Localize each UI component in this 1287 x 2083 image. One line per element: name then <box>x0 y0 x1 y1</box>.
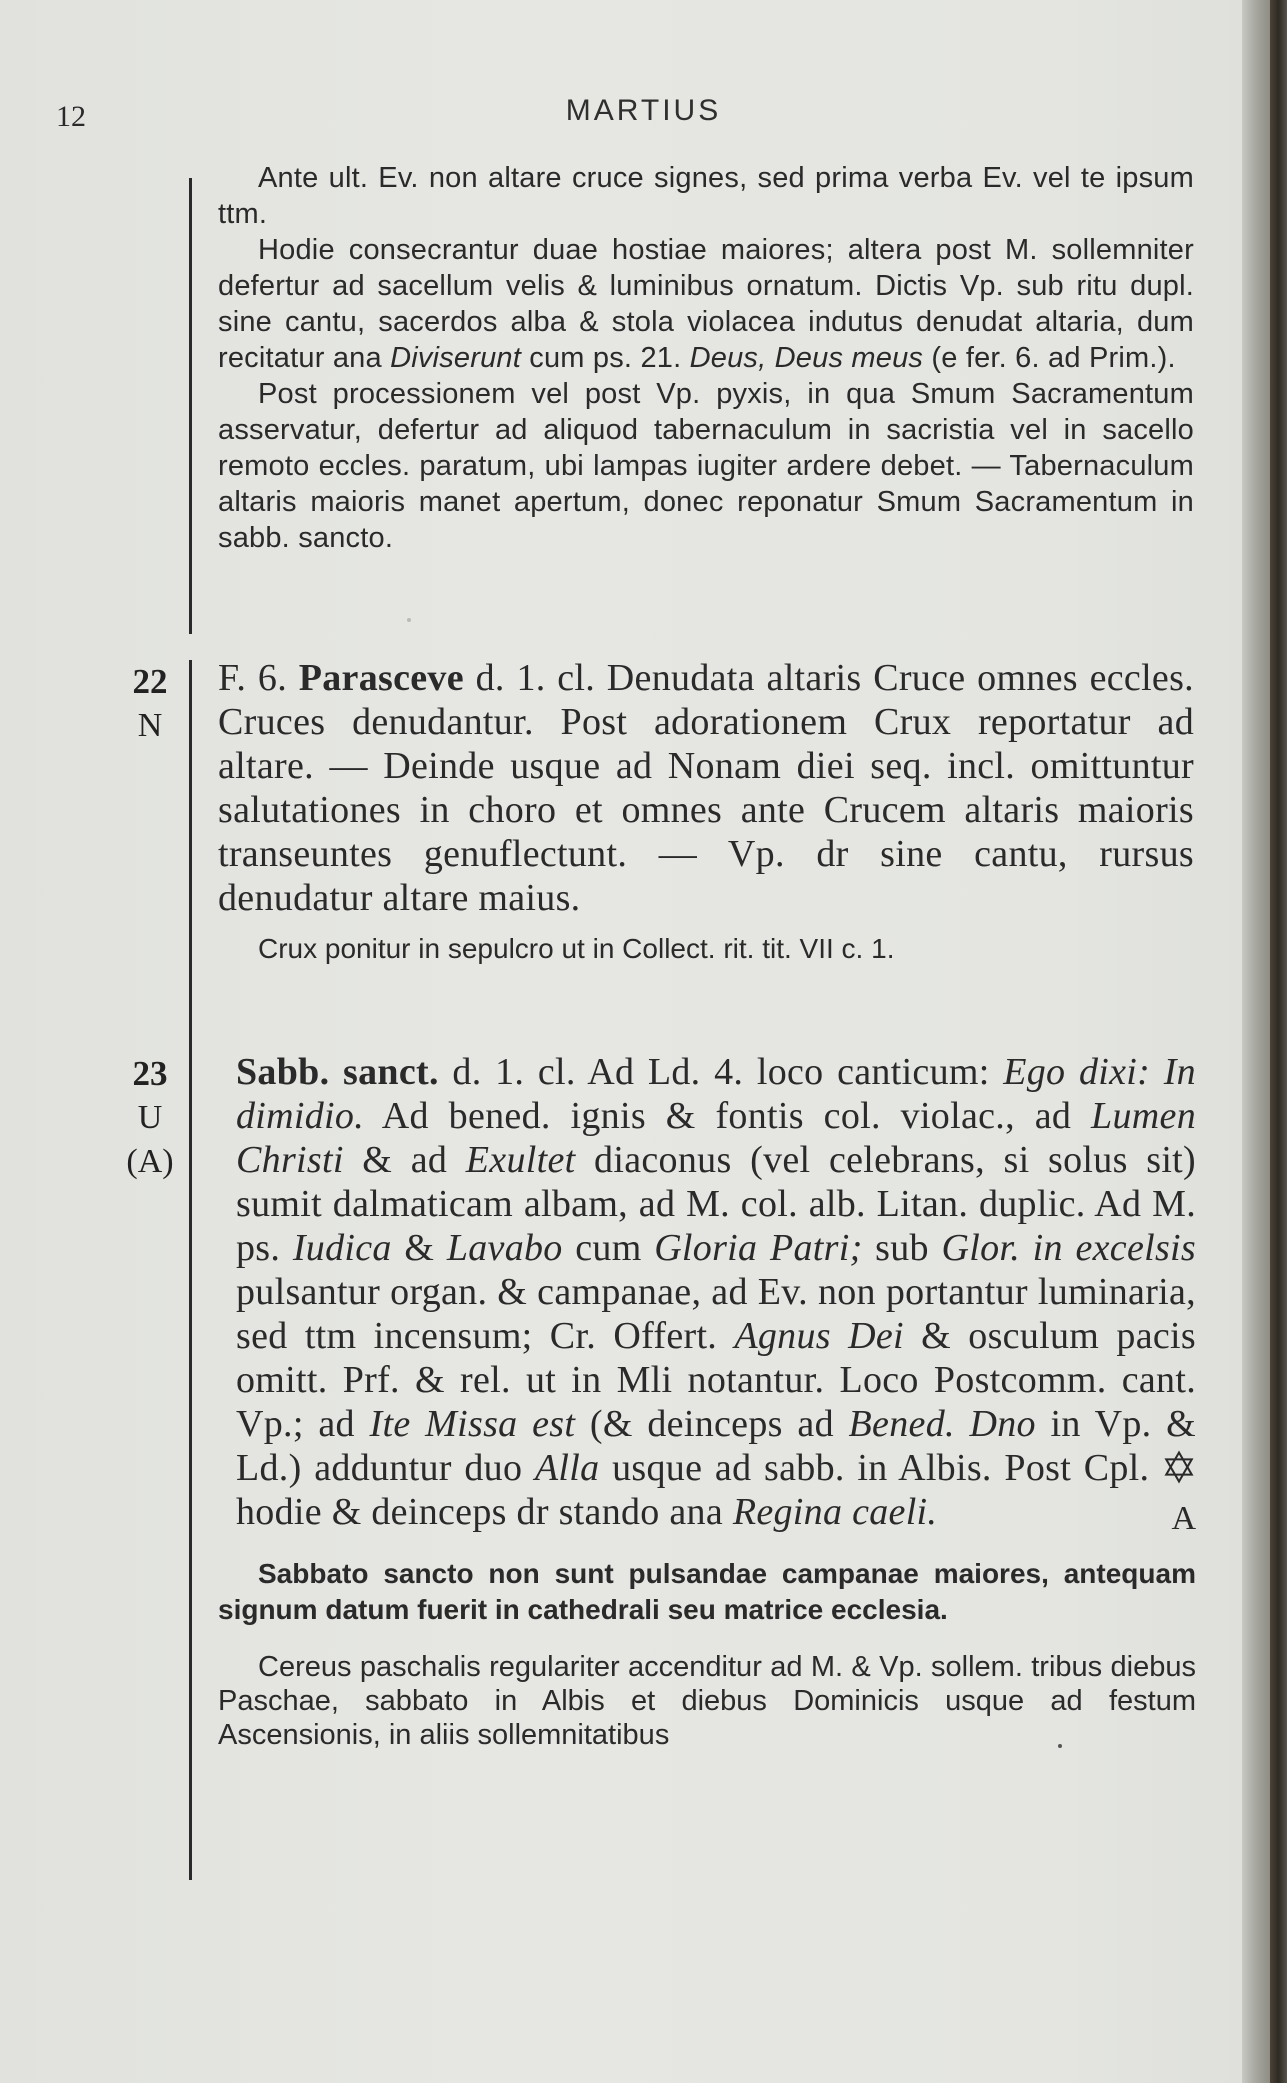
dominical-letter-extra: (A) <box>126 1143 174 1180</box>
italic-term: Alla <box>534 1447 600 1489</box>
preamble-block <box>218 160 1194 556</box>
italic-term: Ite Missa est <box>369 1403 576 1445</box>
bold-term: Sabb. sanct. <box>236 1051 439 1093</box>
text-run: diaconus (vel celebrans, si solus sit) sumit dalmaticam albam, ad M. col. alb. Litan. duplic. Ad M. ps. <box>236 1139 1196 1269</box>
dominical-letter: U <box>137 1099 163 1136</box>
day-number: 23 <box>132 1054 168 1093</box>
day-number: 22 <box>132 662 168 701</box>
italic-term: Gloria Patri; <box>654 1227 863 1269</box>
preamble-paragraph <box>218 376 1194 556</box>
preamble-paragraph <box>218 232 1194 376</box>
italic-term: Ego dixi: In dimidio. <box>236 1051 1196 1137</box>
text-run: Ante ult. Ev. non altare cruce signes, sed prima verba Ev. vel te ipsum ttm. <box>218 162 1194 230</box>
italic-term: Diviserunt <box>390 342 521 374</box>
margin-rule-top <box>189 178 192 634</box>
italic-term: Lumen Christi <box>236 1095 1196 1181</box>
entry-22 <box>218 656 1194 966</box>
entry-note: Cereus paschalis regulariter accenditur ad M. & Vp. sollem. tribus diebus Paschae, sabbato in Albis et diebus Dominicis usque ad festum Ascensionis, in aliis sollemnitatibus <box>218 1651 1196 1751</box>
entry-23 <box>218 1050 1196 1752</box>
margin-rule-main <box>189 660 192 1880</box>
text-run: & <box>391 1227 447 1269</box>
entry-text <box>218 656 1194 920</box>
text-run: (& deinceps ad <box>575 1403 849 1445</box>
text-run: in Vp. & Ld.) adduntur duo <box>236 1403 1196 1489</box>
italic-term: Lavabo <box>446 1227 563 1269</box>
text-run: & osculum pacis omitt. Prf. & rel. ut in Mli notantur. Loco Postcomm. cant. Vp.; ad <box>236 1315 1196 1445</box>
text-run: Ad bened. ignis & fontis col. violac., ad <box>364 1095 1092 1137</box>
italic-term: Regina caeli. <box>732 1491 938 1533</box>
text-run: Post processionem vel post Vp. pyxis, in qua Smum Sacramentum asservatur, defertur ad aliquod tabernaculum in sacristia vel in sacello remoto eccles. paratum, ubi lampas iugiter ardere debet. — Tabernaculum altaris maioris manet apertum, donec reponatur Smum Sacramentum in sabb. sancto. <box>218 378 1194 554</box>
italic-term: Iudica <box>292 1227 392 1269</box>
book-binding <box>1270 0 1287 2083</box>
text-run: sub <box>862 1227 942 1269</box>
text-run: & ad <box>343 1139 466 1181</box>
text-run: (e fer. 6. ad Prim.). <box>923 342 1176 374</box>
text-run: F. 6. <box>218 657 299 699</box>
end-marker-letter: A <box>1171 1500 1196 1537</box>
running-head: MARTIUS <box>565 94 722 127</box>
text-run: d. 1. cl. Denudata altaris Cruce omnes eccles. Cruces denudantur. Post adorationem Crux reportatur ad altare. — Deinde usque ad Nonam diei seq. incl. omittuntur salutationes in choro et omnes ante Crucem altaris maioris transeuntes genuflectunt. — Vp. dr sine cantu, rursus denudatur altare maius. <box>218 657 1194 919</box>
italic-term: Bened. Dno <box>848 1403 1036 1445</box>
entry-bold-note: Sabbato sancto non sunt pulsandae campanae maiores, antequam signum datum fuerit in cathedrali seu matrice ecclesia. <box>218 1558 1196 1625</box>
paper-speck <box>1058 1744 1062 1748</box>
text-run: d. 1. cl. Ad Ld. 4. loco canticum: <box>438 1051 1004 1093</box>
text-run: cum ps. 21. <box>521 342 690 374</box>
page-number: 12 <box>56 100 86 133</box>
text-run: cum <box>562 1227 655 1269</box>
text-run: pulsantur organ. & campanae, ad Ev. non portantur luminaria, sed ttm incensum; Cr. Offert. <box>236 1271 1196 1357</box>
italic-term: Exultet <box>465 1139 576 1181</box>
paper-speck <box>407 618 411 622</box>
bold-term: Parasceve <box>298 657 464 699</box>
day-marker-22 <box>110 660 190 748</box>
hexagram-icon <box>1162 1450 1196 1484</box>
entry-text <box>236 1050 1196 1534</box>
text-run: hodie & deinceps dr stando ana <box>236 1491 733 1533</box>
italic-term: Agnus Dei <box>734 1315 904 1357</box>
text-run: Hodie consecrantur duae hostiae maiores; altera post M. sollemniter defertur ad sacellum velis & luminibus ornatum. Dictis Vp. sub ritu dupl. sine cantu, sacerdos alba & stola violacea indutus denudat altaria, dum recitatur ana <box>218 234 1194 374</box>
italic-term: Deus, Deus meus <box>689 342 924 374</box>
dominical-letter: N <box>137 707 163 744</box>
day-marker-23 <box>110 1052 190 1184</box>
entry-note: Crux ponitur in sepulcro ut in Collect. rit. tit. VII c. 1. <box>258 933 895 964</box>
preamble-paragraph <box>218 160 1194 232</box>
italic-term: Glor. in excelsis <box>941 1227 1196 1269</box>
page-edge <box>1242 0 1270 2083</box>
text-run: usque ad sabb. in Albis. Post Cpl. <box>599 1447 1162 1489</box>
